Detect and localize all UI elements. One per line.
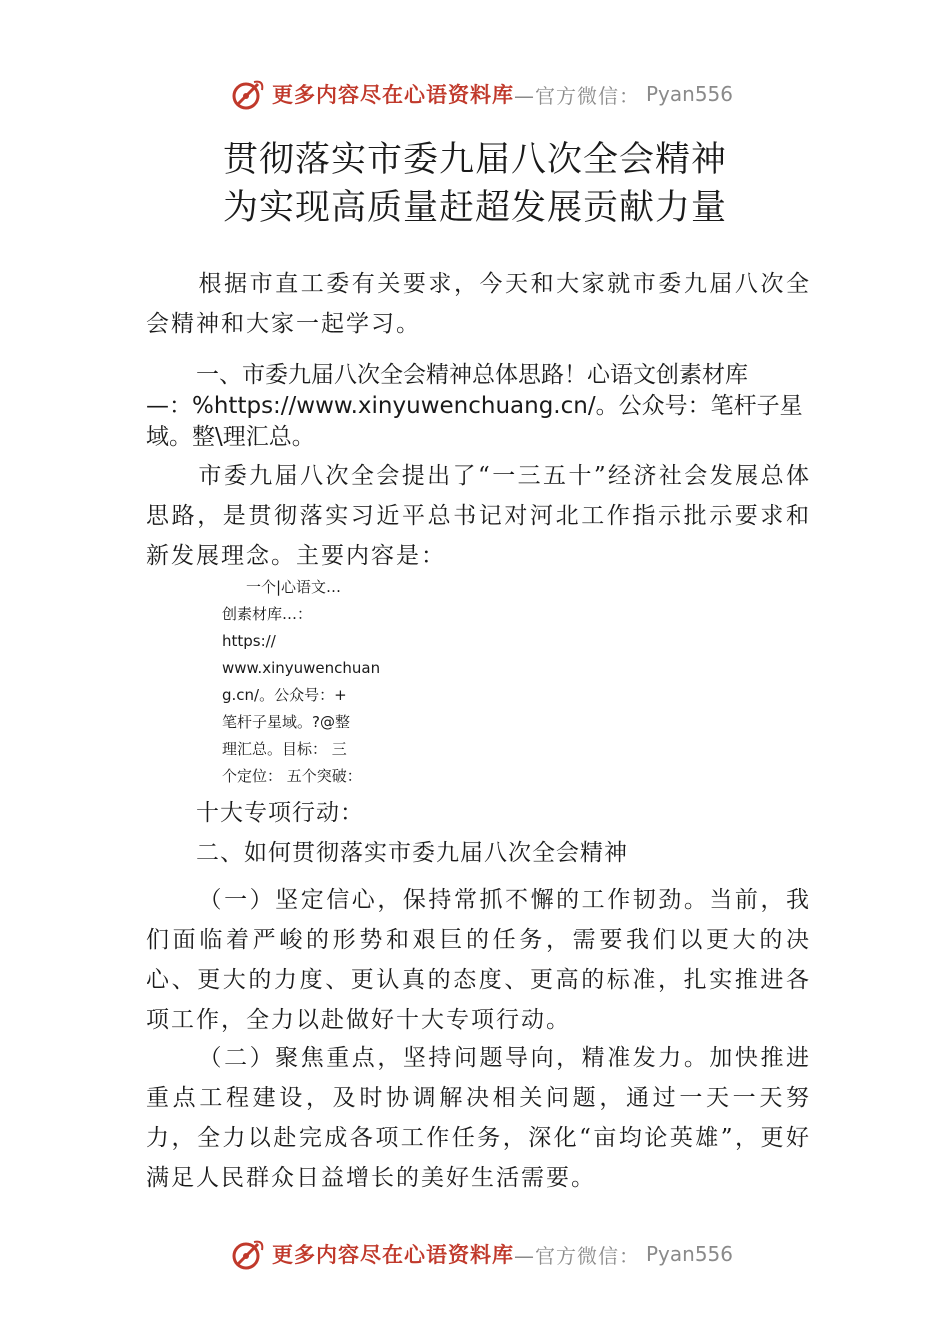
small-line: 笔杆子星域。?@整: [222, 713, 350, 731]
section-heading-3: 二、如何贯彻落实市委九届八次全会精神: [196, 840, 628, 866]
small-line: 创素材库…：: [222, 605, 313, 623]
small-line: www.xinyuwenchuan: [222, 659, 381, 677]
paragraph-point-1-text: （一）坚定信心，保持常抓不懈的工作韧劲。当前，我们面临着严峻的形势和艰巨的任务，需要我们以更大的决心、更大的力度、更认真的态度、更高的标准，扎实推进各项工作，全力以赴做好十大专项行动。: [146, 887, 811, 1033]
section-heading-1: [146, 360, 816, 453]
paragraph-overall-idea-text: 市委九届八次全会提出了“一三五十”经济社会发展总体思路，是贯彻落实习近平总书记对河北工作指示批示要求和新发展理念。主要内容是：: [146, 463, 811, 569]
banner-red-text: 更多内容尽在心语资料库: [272, 1243, 514, 1267]
document-title-line1: 贯彻落实市委九届八次全会精神: [222, 140, 727, 180]
footer-watermark-banner: [228, 1236, 733, 1272]
paragraph-intro: [146, 264, 811, 344]
paragraph-overall-idea: [146, 456, 811, 576]
paragraph-intro-text: 根据市直工委有关要求，今天和大家就市委九届八次全会精神和大家一起学习。: [146, 271, 811, 337]
small-line: https://: [222, 632, 276, 650]
header-watermark-banner: [228, 76, 733, 112]
brand-logo-icon: [228, 1236, 268, 1272]
section-heading-1-line2: —：%https://www.xinyuwenchuang.cn/。公众号：笔杆子星域。整\理汇总。: [146, 393, 803, 450]
small-line: 理汇总。目标： 三: [222, 740, 347, 758]
banner-gray-text: —官方微信：: [514, 83, 640, 108]
banner-red-text: 更多内容尽在心语资料库: [272, 83, 514, 107]
paragraph-point-2: [146, 1038, 811, 1198]
section-heading-1-line1: 一、市委九届八次全会精神总体思路！心语文创素材库: [196, 362, 748, 388]
banner-wechat-id: Pyan556: [646, 82, 734, 106]
small-line: g.cn/。公众号：+: [222, 686, 347, 704]
brand-logo-icon: [228, 76, 268, 112]
banner-wechat-id: Pyan556: [646, 1242, 734, 1266]
document-title-line2: 为实现高质量赶超发展贡献力量: [222, 188, 727, 228]
small-line: 个定位： 五个突破：: [222, 767, 362, 785]
small-line: 一个|心语文…: [246, 578, 342, 596]
paragraph-point-2-text: （二）聚焦重点，坚持问题导向，精准发力。加快推进重点工程建设，及时协调解决相关问题，通过一天一天努力，全力以赴完成各项工作任务，深化“亩均论英雄”，更好满足人民群众日益增长的美好生活需要。: [146, 1045, 811, 1191]
paragraph-point-1: [146, 880, 811, 1040]
banner-gray-text: —官方微信：: [514, 1243, 640, 1268]
section-heading-2: 十大专项行动：: [196, 800, 364, 826]
